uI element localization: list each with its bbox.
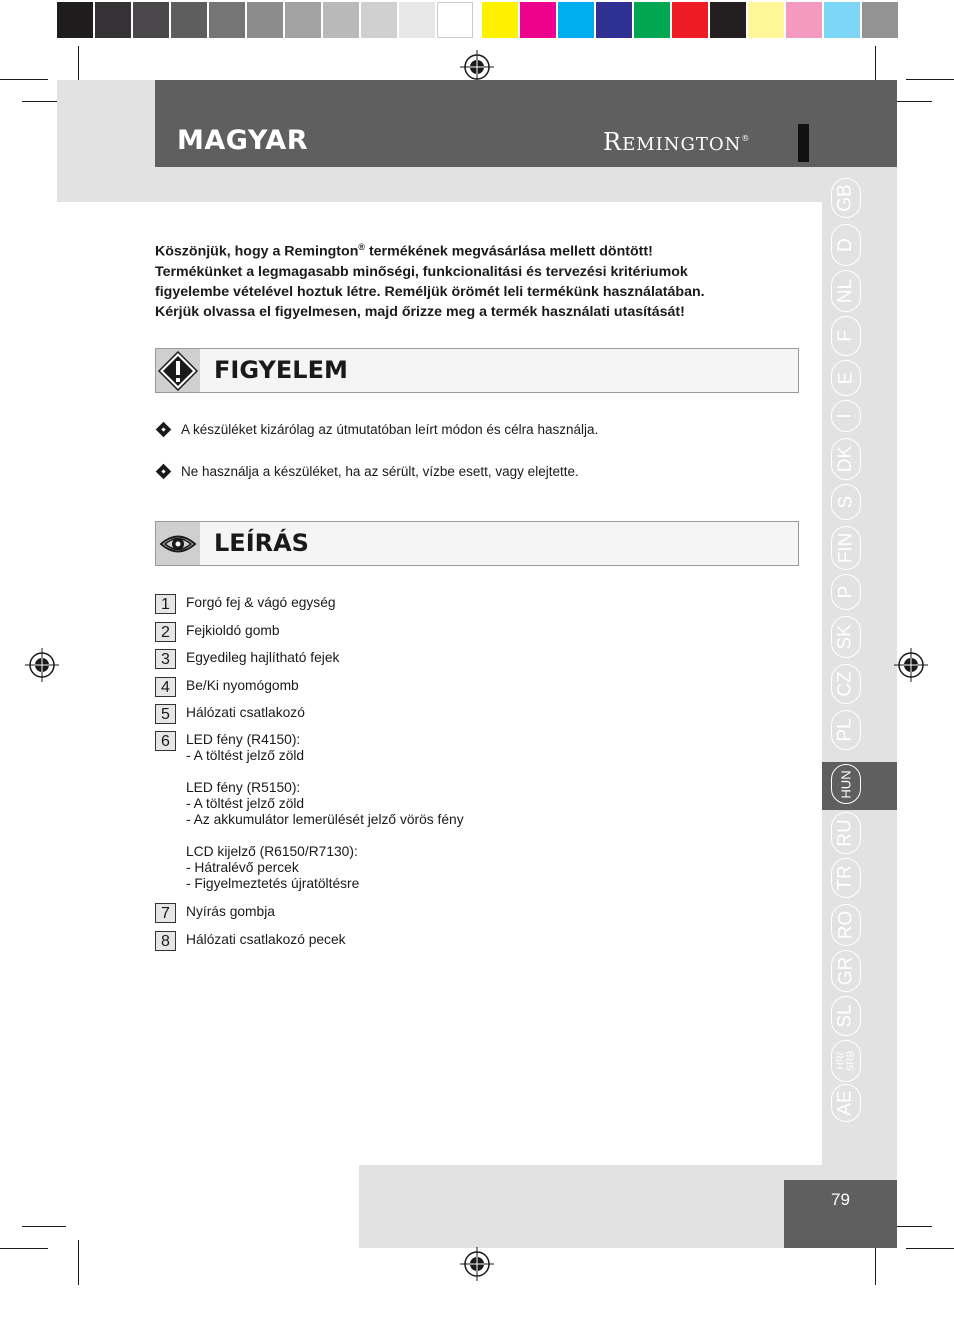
warning-item-text: Ne használja a készüléket, ha az sérült, vízbe esett, vagy elejtette. (181, 464, 579, 479)
language-tab-hun[interactable] (831, 764, 861, 804)
language-tab-label: DK (835, 445, 856, 473)
part-text: Forgó fej & vágó egység (186, 595, 336, 610)
eye-icon (158, 529, 198, 559)
language-tab-label: HUN (838, 769, 854, 799)
language-tab-ae[interactable] (831, 1084, 861, 1122)
gray-swatch (437, 2, 473, 38)
registration-mark-icon (460, 1247, 494, 1281)
language-tab-label: RO (835, 910, 856, 940)
color-swatch (672, 2, 708, 38)
warning-icon-box (156, 349, 200, 392)
page-header (155, 80, 897, 167)
crop-mark (78, 1240, 79, 1285)
intro-text (155, 237, 805, 322)
gray-swatch (171, 2, 207, 38)
language-tab-label: GR (835, 956, 856, 986)
gray-swatch (57, 2, 93, 38)
language-tab-label: E (835, 371, 856, 385)
description-title: LEÍRÁS (214, 529, 309, 557)
warning-item (155, 464, 579, 479)
part-number: 3 (155, 649, 176, 669)
language-title: MAGYAR (177, 125, 308, 156)
color-swatch (634, 2, 670, 38)
color-swatch (748, 2, 784, 38)
language-tab-f[interactable] (831, 316, 861, 356)
intro-line-1b: termékének megvásárlása mellett döntött! (365, 243, 653, 260)
language-tab-label: D (834, 238, 856, 252)
language-tab-nl[interactable] (831, 270, 861, 312)
exclamation-diamond-icon (158, 351, 198, 391)
registration-mark-icon (460, 50, 494, 84)
intro-line: Kérjük olvassa el figyelmesen, majd őrizze meg a termék használati utasítását! (155, 303, 685, 320)
warning-title: FIGYELEM (214, 356, 348, 384)
language-tab-label: FIN (835, 532, 857, 564)
gray-swatch (247, 2, 283, 38)
part-number: 8 (155, 931, 176, 951)
warning-section-header (155, 348, 799, 393)
language-tab-hrsrb[interactable] (831, 1040, 861, 1082)
registration-mark-icon (25, 648, 59, 682)
color-calibration-bar (482, 2, 900, 38)
part-text: Hálózati csatlakozó pecek (186, 932, 346, 947)
page-number-box (784, 1180, 897, 1248)
part-text: Egyedileg hajlítható fejek (186, 650, 340, 665)
language-tab-label: GB (834, 184, 856, 212)
crop-mark (0, 79, 48, 80)
language-tab-d[interactable] (831, 224, 861, 266)
part-number: 5 (155, 704, 176, 724)
language-tab-label: SL (835, 1004, 856, 1028)
language-tabs (822, 170, 897, 1130)
part-text: Hálózati csatlakozó (186, 705, 305, 720)
language-tab-s[interactable] (831, 484, 861, 520)
language-tab-tr[interactable] (831, 858, 861, 898)
intro-line-1a: Köszönjük, hogy a Remington (155, 243, 359, 260)
color-swatch (824, 2, 860, 38)
language-tab-dk[interactable] (831, 438, 861, 480)
language-tab-label: F (834, 330, 856, 342)
bullet-diamond-icon (156, 422, 172, 438)
gray-swatch (361, 2, 397, 38)
crop-mark (0, 1248, 48, 1249)
color-swatch (482, 2, 518, 38)
part-text: Fejkioldó gomb (186, 623, 280, 638)
language-tab-gr[interactable] (831, 950, 861, 992)
brand-name-rest: EMINGTON (622, 134, 742, 155)
color-swatch (596, 2, 632, 38)
language-tab-sk[interactable] (831, 616, 861, 658)
language-tab-label: RU (834, 819, 856, 847)
language-tab-label: SK (834, 624, 856, 650)
description-icon-box (156, 522, 200, 565)
part-number: 2 (155, 622, 176, 642)
language-tab-ro[interactable] (831, 904, 861, 946)
language-tab-label: NL (834, 278, 856, 304)
language-tab-sl[interactable] (831, 996, 861, 1036)
gray-swatch (133, 2, 169, 38)
brand-logo (603, 128, 750, 156)
language-tab-cz[interactable] (831, 664, 861, 704)
warning-item-text: A készüléket kizárólag az útmutatóban leírt módon és célra használja. (181, 422, 599, 437)
language-tab-label: AE (834, 1090, 856, 1116)
intro-line: figyelembe vételével hoztuk létre. Reméljük örömét leli termékünk használatában. (155, 283, 705, 300)
page-number: 79 (831, 1190, 850, 1209)
gray-swatch (399, 2, 435, 38)
language-tab-label: TR (834, 865, 856, 891)
language-tab-fin[interactable] (831, 526, 861, 570)
language-tab-label: I (835, 413, 856, 419)
color-swatch (710, 2, 746, 38)
language-tab-label: CZ (834, 671, 856, 697)
intro-line: Termékünket a legmagasabb minőségi, funkcionalitási és tervezési kritériumok (155, 263, 688, 280)
brand-bar (798, 124, 809, 162)
intro-line (155, 237, 805, 262)
language-tab-e[interactable] (831, 360, 861, 396)
registration-mark-icon (894, 648, 928, 682)
language-tab-label: HR/ SRB (835, 1050, 856, 1072)
color-swatch (520, 2, 556, 38)
bullet-diamond-icon (156, 464, 172, 480)
gray-swatch (95, 2, 131, 38)
gray-swatch (323, 2, 359, 38)
language-tab-i[interactable] (831, 400, 861, 432)
gray-swatch (209, 2, 245, 38)
description-section-header (155, 521, 799, 566)
language-tab-gb[interactable] (831, 178, 861, 218)
crop-mark (906, 1248, 954, 1249)
color-swatch (558, 2, 594, 38)
registered-mark: ® (358, 242, 365, 252)
color-swatch (786, 2, 822, 38)
language-tab-label: P (835, 585, 856, 599)
language-tab-label: PL (835, 718, 856, 742)
warning-item (155, 422, 598, 437)
part-text: Nyírás gombja (186, 904, 275, 919)
language-tab-ru[interactable] (831, 812, 861, 854)
crop-mark (22, 1226, 66, 1227)
part-text: Be/Ki nyomógomb (186, 678, 299, 693)
gray-swatch (285, 2, 321, 38)
language-tab-pl[interactable] (831, 710, 861, 750)
part-number: 1 (155, 594, 176, 614)
language-tab-p[interactable] (831, 574, 861, 610)
color-swatch (862, 2, 898, 38)
part-number: 6 (155, 731, 176, 751)
part-text: LED fény (R4150): - A töltést jelző zöld LED fény (R5150): - A töltést jelző zöld - Az akkumulátor lemerülését jelző vörös fény LCD kijelző (R6150/R7130): - Hátralévő percek - Figyelmeztetés újratöltésre (186, 732, 464, 891)
part-number: 4 (155, 677, 176, 697)
grayscale-calibration-bar (57, 2, 475, 38)
brand-trademark: ® (741, 134, 751, 143)
language-tab-label: S (835, 495, 856, 509)
crop-mark (906, 79, 954, 80)
brand-initial: R (603, 128, 623, 156)
part-number: 7 (155, 903, 176, 923)
